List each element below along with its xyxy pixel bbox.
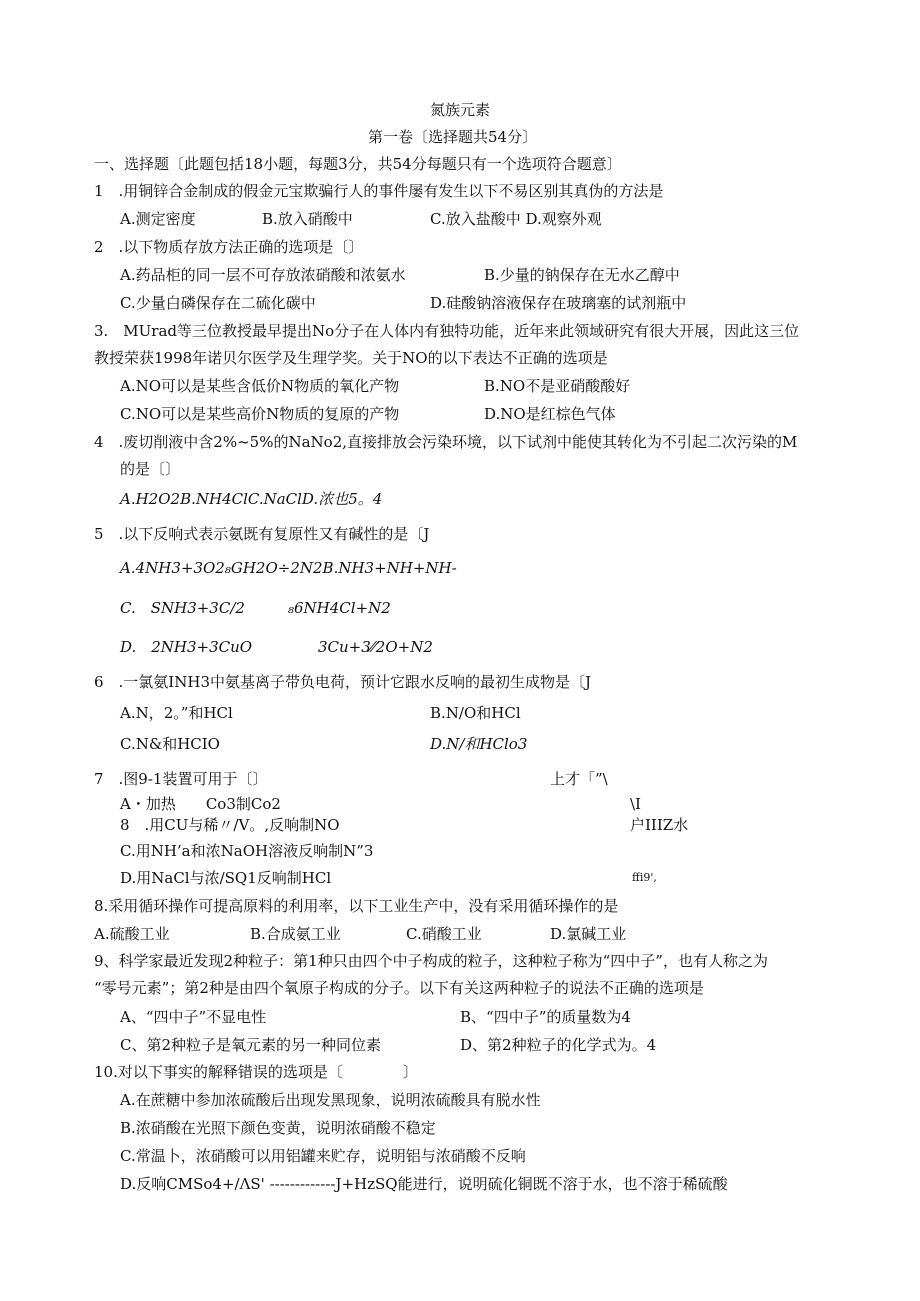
question-3-option-c: C.NO可以是某些高价N物质的复原的产物 <box>120 405 400 423</box>
question-5-option-c-right: ₈6NH4Cl+N2 <box>288 599 391 617</box>
question-7-stem: 7 .图9-1装置可用于〔〕 <box>94 770 268 788</box>
question-7-option-a: A・加热 Co3制Co2 <box>120 795 281 813</box>
question-9-option-b: B、“四中子”的质量数为4 <box>460 1008 631 1026</box>
question-6-option-d: D.N/和HClo3 <box>430 735 528 753</box>
question-4-stem-line2: 的是〔〕 <box>120 460 181 478</box>
figure-9-1-label-2: \I <box>630 795 641 813</box>
question-1-stem: 1 .用铜锌合金制成的假金元宝欺骗行人的事件屡有发生以下不易区别其真伪的方法是 <box>94 182 664 200</box>
question-6-stem: 6 .一氯氨INH3中氨基离子带负电荷，预计它跟水反响的最初生成物是〔J <box>94 673 592 691</box>
question-3-option-b: B.NO不是亚硝酸酸好 <box>484 377 631 395</box>
question-3-option-a: A.NO可以是某些含低价N物质的氧化产物 <box>120 377 400 395</box>
question-4-stem-line1: 4 .废切削液中含2%~5%的NaNo2,直接排放会污染环境，以下试剂中能使其转化为不引起二次污染的M <box>94 433 798 451</box>
question-6-option-b: B.N/O和HCl <box>430 704 521 722</box>
question-8-option-a: A.硫酸工业 <box>94 925 170 943</box>
question-10-option-d: D.反响CMSo4+/ΛS' -------------J+HzSQ能进行，说明硫化铜既不溶于水，也不溶于稀硫酸 <box>120 1175 728 1193</box>
question-3-stem-line1: 3. MUrad等三位教授最早提出No分子在人体内有独特功能，近年来此领域研究有很大开展，因此这三位 <box>94 322 800 340</box>
question-9-stem-line2: “零号元素”；第2种是由四个氧原子构成的分子。以下有关这两种粒子的说法不正确的选项是 <box>94 979 704 997</box>
section-heading: 一、选择题〔此题包括18小题，每题3分，共54分每题只有一个选项符合题意〕 <box>94 155 622 173</box>
figure-9-1-caption: ffi9', <box>632 871 657 884</box>
document-subtitle: 第一卷〔选择题共54分〕 <box>368 128 538 146</box>
question-9-option-d: D、第2种粒子的化学式为。4 <box>460 1036 657 1054</box>
question-8-option-c: C.硝酸工业 <box>406 925 482 943</box>
question-8-option-b: B.合成氨工业 <box>250 925 341 943</box>
question-4-options: A.H2O2B.NH4ClC.NaClD.浓也5。4 <box>120 490 383 508</box>
question-7-option-c: C.用NH’a和浓NaOH溶液反响制N”3 <box>120 842 374 860</box>
question-5-option-d-right: 3Cu+3⁄⁄2O+N2 <box>318 638 433 656</box>
question-1-option-cd: C.放入盐酸中 D.观察外观 <box>430 210 602 228</box>
question-2-option-a: A.药品柜的同一层不可存放浓硝酸和浓氨水 <box>120 266 406 284</box>
question-8-stem: 8.采用循环操作可提高原料的利用率，以下工业生产中，没有采用循环操作的是 <box>94 897 619 915</box>
figure-9-1-label-3: 户IIIZ水 <box>630 816 689 834</box>
question-2-option-c: C.少量白磷保存在二硫化碳中 <box>120 294 316 312</box>
question-5-option-c-left: C. SNH3+3C/2 <box>120 599 245 617</box>
question-1-option-a: A.测定密度 <box>120 210 196 228</box>
question-2-option-d: D.硅酸钠溶液保存在玻璃塞的试剂瓶中 <box>430 294 687 312</box>
question-2-option-b: B.少量的钠保存在无水乙醇中 <box>484 266 680 284</box>
question-6-option-c: C.N&和HCIO <box>120 735 220 753</box>
question-5-option-d-left: D. 2NH3+3CuO <box>120 638 253 656</box>
question-1-option-b: B.放入硝酸中 <box>262 210 353 228</box>
question-6-option-a: A.N，2。”和HCl <box>120 704 233 722</box>
question-10-stem: 10.对以下事实的解释错误的选项是〔 〕 <box>94 1063 418 1081</box>
question-9-option-c: C、第2种粒子是氧元素的另一种同位素 <box>120 1036 382 1054</box>
question-7-option-d: D.用NaCl与浓/SQ1反响制HCl <box>120 869 332 887</box>
figure-9-1-label-1: 上才「”\ <box>550 770 608 788</box>
question-3-option-d: D.NO是红棕色气体 <box>484 405 616 423</box>
question-10-option-b: B.浓硝酸在光照下颜色变黄，说明浓硝酸不稳定 <box>120 1119 436 1137</box>
question-7-option-b: 8 .用CU与稀〃/V。,反响制NO <box>120 816 340 834</box>
question-5-options-ab: A.4NH3+3O2₈GH2O÷2N2B.NH3+NH+NH- <box>120 559 457 577</box>
question-3-stem-line2: 教授荣获1998年诺贝尔医学及生理学奖。关于NO的以下表达不正确的选项是 <box>94 349 608 367</box>
question-10-option-a: A.在蔗糖中参加浓硫酸后出现发黑现象，说明浓硫酸具有脱水性 <box>120 1091 541 1109</box>
question-9-stem-line1: 9、科学家最近发现2种粒子：第1种只由四个中子构成的粒子，这种粒子称为“四中子”，也有人称之为 <box>94 952 768 970</box>
question-2-stem: 2 .以下物质存放方法正确的选项是〔〕 <box>94 238 364 256</box>
document-title: 氮族元素 <box>430 101 491 119</box>
question-8-option-d: D.氯碱工业 <box>550 925 627 943</box>
question-9-option-a: A、“四中子”不显电性 <box>120 1008 267 1026</box>
question-10-option-c: C.常温卜，浓硝酸可以用铝罐来贮存，说明铝与浓硝酸不反响 <box>120 1147 526 1165</box>
question-5-stem: 5 .以下反响式表示氨既有复原性又有碱性的是〔J <box>94 525 430 543</box>
